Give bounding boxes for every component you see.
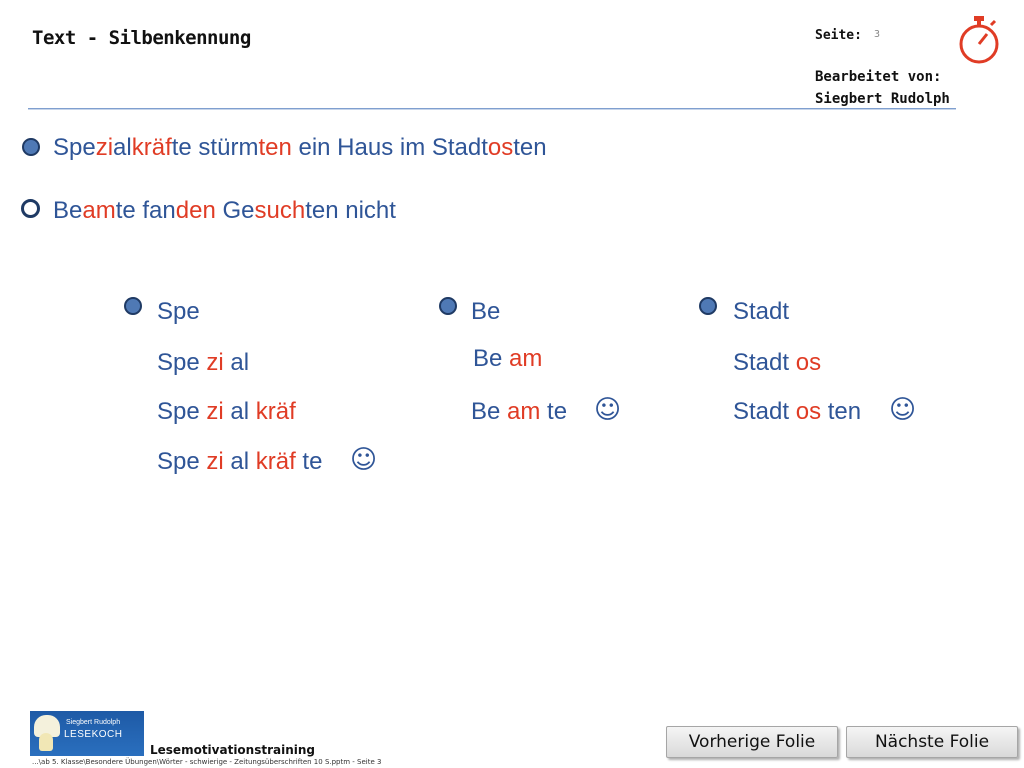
next-slide-button[interactable]: Nächste Folie: [846, 726, 1018, 758]
syllable: ten: [821, 398, 862, 425]
syllable: te fan: [115, 197, 176, 224]
syllable: Spe: [157, 448, 207, 475]
smiley-icon: ☺: [889, 395, 917, 425]
previous-slide-button[interactable]: Vorherige Folie: [666, 726, 838, 758]
syllable: Be: [471, 398, 508, 425]
syllable: Spe: [157, 298, 200, 325]
syllable: Spe: [157, 349, 207, 376]
syllable-red: zi: [95, 134, 114, 161]
syllable: Stadt: [733, 298, 790, 325]
column-3-line-1: [733, 298, 789, 326]
smiley-icon: ☺: [350, 445, 378, 475]
syllable: ein Haus im Stadt: [291, 134, 488, 161]
column-1-line-1: [157, 298, 200, 326]
syllable: ten nicht: [305, 197, 396, 224]
syllable-red: os: [487, 134, 514, 161]
syllable-red: am: [509, 345, 543, 372]
page-title: Text - Silbenkennung: [32, 27, 251, 49]
column-2-line-2: [473, 345, 542, 373]
logo-author: Siegbert Rudolph: [66, 719, 121, 726]
syllable-red: such: [254, 197, 306, 224]
syllable-red: os: [795, 349, 822, 376]
syllable: te stürm: [171, 134, 259, 161]
syllable: te: [540, 398, 568, 425]
syllable-red: zi: [206, 349, 224, 376]
footer-label: Lesemotivationstraining: [150, 743, 316, 757]
syllable: al: [223, 448, 256, 475]
author-name: Siegbert Rudolph: [815, 91, 950, 107]
syllable: Spe: [157, 398, 207, 425]
column-3-line-2: [733, 349, 821, 377]
syllable-red: zi: [206, 398, 224, 425]
edited-by-block: [815, 66, 950, 110]
page-label: Seite:: [815, 28, 862, 43]
sentence-1: [53, 134, 547, 162]
sentence-bullet-ring: [21, 199, 40, 218]
sentence-2: [53, 197, 396, 225]
syllable: al: [223, 349, 250, 376]
syllable-red: den: [175, 197, 216, 224]
syllable-red: kräf: [131, 134, 172, 161]
column-1-line-4: [157, 448, 322, 476]
sentence-bullet-filled: [22, 138, 40, 156]
syllable-red: am: [82, 197, 116, 224]
column-3-line-3: [733, 398, 861, 426]
syllable: al: [223, 398, 256, 425]
column-2-bullet: [439, 297, 457, 315]
syllable-red: am: [507, 398, 541, 425]
syllable: Stadt: [733, 398, 796, 425]
syllable: te: [295, 448, 323, 475]
column-1-line-3: [157, 398, 296, 426]
header-divider: [28, 108, 956, 110]
column-1-line-2: [157, 349, 249, 377]
lesekoch-logo: [30, 711, 144, 756]
syllable: Be: [471, 298, 501, 325]
syllable: Be: [53, 197, 83, 224]
syllable: ten: [513, 134, 547, 161]
column-1-bullet: [124, 297, 142, 315]
syllable: al: [113, 134, 132, 161]
syllable: Be: [473, 345, 510, 372]
syllable-red: kräf: [255, 448, 296, 475]
syllable: Ge: [215, 197, 255, 224]
file-path: ...\ab 5. Klasse\Besondere Übungen\Wörter - schwierige - Zeitungsüberschriften 10 S.pptm - Seite 3: [32, 758, 382, 766]
syllable: Stadt: [733, 349, 796, 376]
column-3-bullet: [699, 297, 717, 315]
stopwatch-icon[interactable]: [955, 14, 1003, 66]
page-number: 3: [874, 29, 881, 40]
edited-by-label: Bearbeitet von:: [815, 69, 942, 85]
logo-brand: LESEKOCH: [64, 729, 123, 740]
syllable-red: ten: [258, 134, 292, 161]
syllable: Spe: [53, 134, 96, 161]
logo-bulb-icon: [39, 733, 53, 751]
column-2-line-3: [471, 398, 567, 426]
syllable-red: zi: [206, 448, 224, 475]
syllable-red: os: [795, 398, 822, 425]
column-2-line-1: [471, 298, 500, 326]
smiley-icon: ☺: [594, 395, 622, 425]
syllable-red: kräf: [255, 398, 296, 425]
